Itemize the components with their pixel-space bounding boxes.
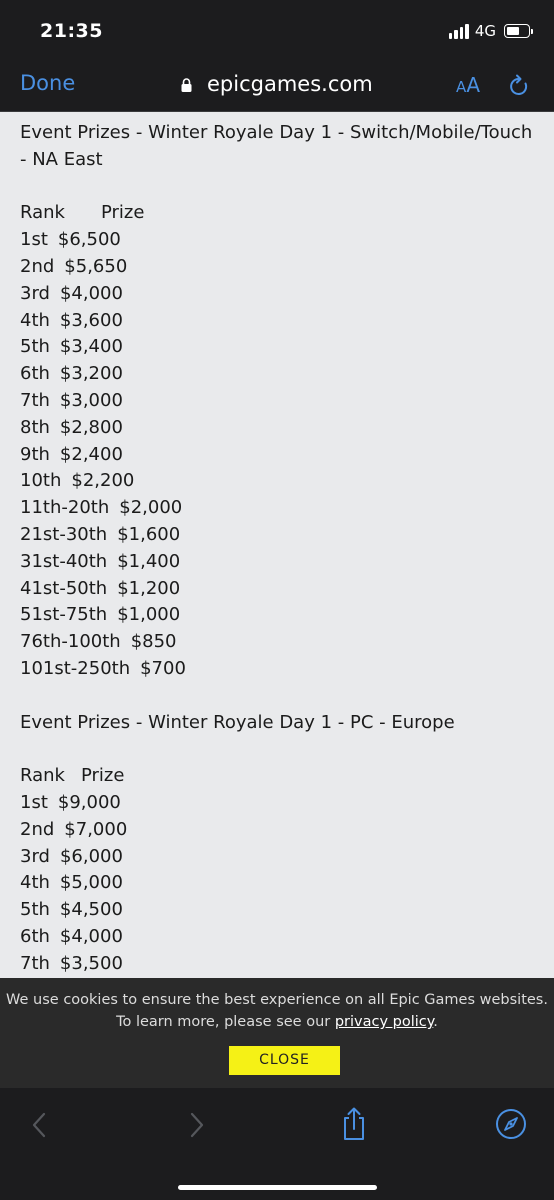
table-row [20, 281, 534, 308]
prize-cell: $3,000 [59, 389, 123, 411]
table-row [20, 656, 534, 683]
prize-cell: $5,650 [64, 255, 128, 277]
browser-nav-bar [0, 60, 554, 112]
status-indicators [449, 22, 530, 40]
table-row [20, 576, 534, 603]
rank-cell: 2nd [20, 255, 55, 277]
table-row [20, 951, 534, 978]
table-row [20, 844, 534, 871]
prize-header: Prize [100, 202, 145, 224]
browser-toolbar [0, 1088, 554, 1200]
rank-cell: 4th [20, 872, 50, 894]
rank-cell: 101st-250th [20, 657, 131, 679]
table-row [20, 468, 534, 495]
prize-cell: $4,000 [59, 282, 123, 304]
rank-cell: 3rd [20, 845, 50, 867]
rank-cell: 31st-40th [20, 550, 108, 572]
table-row [20, 522, 534, 549]
prize-cell: $3,500 [59, 952, 123, 974]
rank-cell: 1st [20, 229, 48, 251]
prize-header: Prize [80, 765, 125, 787]
status-time: 21:35 [40, 20, 103, 42]
prize-cell: $7,000 [64, 818, 128, 840]
table-row [20, 495, 534, 522]
cookie-text-line1: We use cookies to ensure the best experience on all Epic Games websites. [6, 992, 548, 1008]
table-header [20, 200, 534, 227]
cookie-text-suffix: . [433, 1014, 438, 1030]
section-title: Event Prizes - Winter Royale Day 1 - Switch/Mobile/Touch - NA East [20, 122, 533, 170]
prize-cell: $3,400 [59, 336, 123, 358]
rank-cell: 6th [20, 363, 50, 385]
done-button[interactable]: Done [20, 71, 76, 95]
rank-cell: 9th [20, 443, 50, 465]
reload-icon[interactable] [508, 74, 530, 98]
prize-cell: $700 [140, 657, 186, 679]
table-row [20, 254, 534, 281]
table-header [20, 763, 534, 790]
prize-table [20, 200, 534, 682]
section-title: Event Prizes - Winter Royale Day 1 - PC - Europe [20, 711, 455, 733]
cookie-text-prefix: To learn more, please see our [116, 1014, 335, 1030]
rank-cell: 4th [20, 309, 50, 331]
rank-cell: 11th-20th [20, 497, 110, 519]
table-rows [20, 790, 534, 978]
url-text: epicgames.com [207, 72, 373, 96]
rank-cell: 76th-100th [20, 631, 121, 653]
rank-cell: 8th [20, 416, 50, 438]
prize-cell: $3,200 [59, 363, 123, 385]
table-rows [20, 227, 534, 683]
table-row [20, 415, 534, 442]
prize-section-pc-europe [20, 710, 534, 978]
rank-cell: 10th [20, 470, 62, 492]
privacy-policy-link[interactable]: privacy policy [334, 1014, 434, 1030]
table-row [20, 897, 534, 924]
rank-cell: 7th [20, 389, 50, 411]
table-row [20, 817, 534, 844]
table-row [20, 388, 534, 415]
prize-cell: $1,200 [117, 577, 181, 599]
prize-cell: $1,400 [117, 550, 181, 572]
table-row [20, 924, 534, 951]
compass-icon[interactable] [494, 1107, 528, 1141]
prize-cell: $850 [130, 631, 177, 653]
rank-header: Rank [20, 202, 65, 224]
text-size-button[interactable] [456, 73, 480, 97]
rank-cell: 7th [20, 952, 50, 974]
chevron-right-icon[interactable] [179, 1108, 213, 1142]
table-row [20, 227, 534, 254]
text-size-small-glyph: A [456, 78, 467, 96]
share-icon[interactable] [337, 1106, 371, 1140]
rank-cell: 5th [20, 899, 50, 921]
prize-cell: $2,800 [59, 416, 123, 438]
rank-cell: 3rd [20, 282, 50, 304]
rank-cell: 6th [20, 925, 50, 947]
rank-header: Rank [20, 765, 65, 787]
status-bar [0, 0, 554, 60]
prize-cell: $1,600 [117, 523, 181, 545]
table-row [20, 334, 534, 361]
prize-cell: $1,000 [117, 604, 181, 626]
table-row [20, 442, 534, 469]
table-row [20, 361, 534, 388]
prize-table [20, 763, 534, 977]
rank-cell: 51st-75th [20, 604, 108, 626]
table-row [20, 629, 534, 656]
rank-cell: 1st [20, 791, 48, 813]
rank-cell: 41st-50th [20, 577, 108, 599]
table-row [20, 549, 534, 576]
cookie-banner [0, 978, 554, 1088]
prize-cell: $6,000 [59, 845, 123, 867]
network-type: 4G [474, 22, 496, 40]
page-content [0, 112, 554, 978]
table-row [20, 602, 534, 629]
prize-section-na-east [20, 120, 534, 683]
signal-icon [449, 24, 469, 39]
text-size-large-glyph: A [466, 73, 480, 97]
chevron-left-icon[interactable] [23, 1108, 57, 1142]
prize-cell: $2,200 [71, 470, 135, 492]
table-row [20, 870, 534, 897]
cookie-text-line2 [0, 1011, 554, 1033]
prize-cell: $3,600 [59, 309, 123, 331]
home-indicator [178, 1185, 377, 1190]
prize-cell: $6,500 [57, 229, 121, 251]
table-row [20, 790, 534, 817]
battery-icon [504, 24, 530, 38]
prize-cell: $4,000 [59, 925, 123, 947]
close-cookie-button[interactable]: CLOSE [229, 1046, 340, 1075]
rank-cell: 21st-30th [20, 523, 108, 545]
table-row [20, 308, 534, 335]
rank-cell: 5th [20, 336, 50, 358]
prize-cell: $2,400 [59, 443, 123, 465]
rank-cell: 2nd [20, 818, 55, 840]
prize-cell: $2,000 [119, 497, 183, 519]
prize-cell: $9,000 [57, 791, 121, 813]
prize-cell: $4,500 [59, 899, 123, 921]
prize-cell: $5,000 [59, 872, 123, 894]
lock-icon [181, 73, 192, 87]
